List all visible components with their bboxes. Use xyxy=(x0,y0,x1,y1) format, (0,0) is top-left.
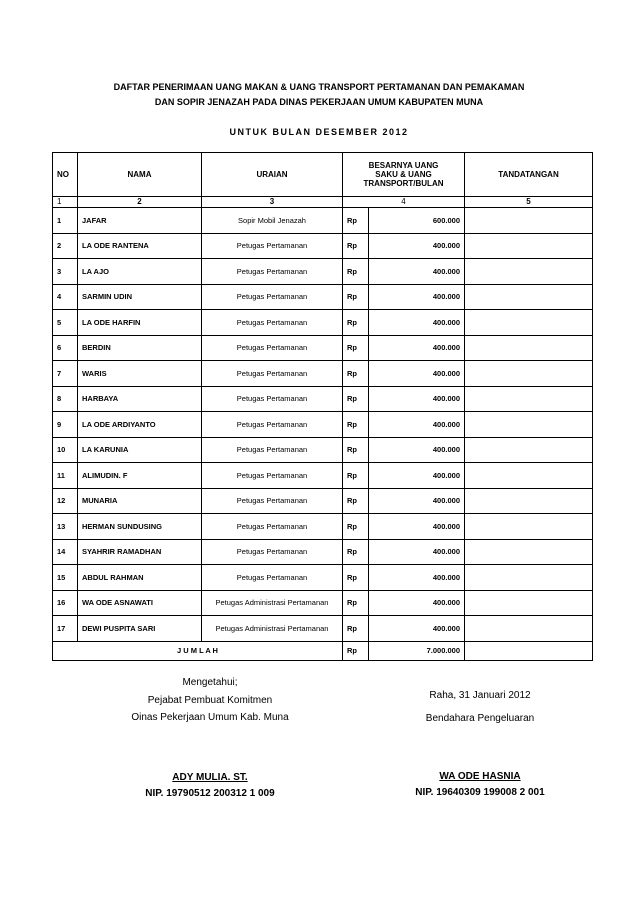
row-currency: Rp xyxy=(343,335,369,361)
row-number: 3 xyxy=(53,259,78,285)
row-currency: Rp xyxy=(343,539,369,565)
header-no: NO xyxy=(53,153,78,197)
row-number: 12 xyxy=(53,488,78,514)
row-description: Petugas Pertamanan xyxy=(202,565,343,591)
table-row xyxy=(53,310,593,336)
table-row xyxy=(53,616,593,642)
row-description: Petugas Pertamanan xyxy=(202,386,343,412)
row-description: Petugas Pertamanan xyxy=(202,514,343,540)
row-name: SARMIN UDIN xyxy=(78,284,202,310)
table-row xyxy=(53,259,593,285)
left-signatory-name: ADY MULIA. ST. xyxy=(172,772,248,783)
row-signature-cell xyxy=(465,437,593,463)
row-amount: 400.000 xyxy=(369,463,465,489)
row-description: Petugas Pertamanan xyxy=(202,437,343,463)
table-row xyxy=(53,284,593,310)
row-description: Petugas Administrasi Pertamanan xyxy=(202,590,343,616)
total-row xyxy=(53,641,593,660)
row-currency: Rp xyxy=(343,616,369,642)
header-nama: NAMA xyxy=(78,153,202,197)
row-name: MUNARIA xyxy=(78,488,202,514)
row-name: BERDIN xyxy=(78,335,202,361)
row-number: 14 xyxy=(53,539,78,565)
total-label: J U M L A H xyxy=(53,641,343,660)
row-number: 7 xyxy=(53,361,78,387)
row-signature-cell xyxy=(465,463,593,489)
row-currency: Rp xyxy=(343,386,369,412)
row-currency: Rp xyxy=(343,590,369,616)
document-title-line-2: DAN SOPIR JENAZAH PADA DINAS PEKERJAAN UMUM KABUPATEN MUNA xyxy=(154,97,484,107)
row-amount: 400.000 xyxy=(369,259,465,285)
row-description: Petugas Pertamanan xyxy=(202,284,343,310)
row-description: Petugas Pertamanan xyxy=(202,539,343,565)
row-number: 11 xyxy=(53,463,78,489)
right-signatory-name: WA ODE HASNIA xyxy=(439,771,521,782)
header-besarnya xyxy=(343,153,465,197)
table-row xyxy=(53,590,593,616)
row-name: JAFAR xyxy=(78,208,202,234)
row-amount: 400.000 xyxy=(369,488,465,514)
row-name: ABDUL RAHMAN xyxy=(78,565,202,591)
row-name: LA KARUNIA xyxy=(78,437,202,463)
row-currency: Rp xyxy=(343,488,369,514)
row-description: Petugas Pertamanan xyxy=(202,233,343,259)
row-amount: 600.000 xyxy=(369,208,465,234)
row-currency: Rp xyxy=(343,463,369,489)
column-number-1: 1 xyxy=(53,197,78,208)
left-sign-line-1: Mengetahui; xyxy=(182,677,238,688)
row-amount: 400.000 xyxy=(369,335,465,361)
table-row xyxy=(53,335,593,361)
row-name: ALIMUDIN. F xyxy=(78,463,202,489)
right-signatory-nip: NIP. 19640309 199008 2 001 xyxy=(415,787,545,798)
header-besarnya-line-1: BESARNYA UANG xyxy=(368,161,439,170)
row-currency: Rp xyxy=(343,284,369,310)
left-sign-line-2: Pejabat Pembuat Komitmen xyxy=(147,695,273,706)
row-amount: 400.000 xyxy=(369,437,465,463)
row-number: 5 xyxy=(53,310,78,336)
row-signature-cell xyxy=(465,539,593,565)
row-signature-cell xyxy=(465,335,593,361)
total-amount: 7.000.000 xyxy=(369,641,465,660)
table-row xyxy=(53,514,593,540)
table-row xyxy=(53,539,593,565)
row-name: LA ODE RANTENA xyxy=(78,233,202,259)
row-amount: 400.000 xyxy=(369,361,465,387)
row-currency: Rp xyxy=(343,361,369,387)
row-name: WA ODE ASNAWATI xyxy=(78,590,202,616)
row-signature-cell xyxy=(465,208,593,234)
left-sign-line-3: Oinas Pekerjaan Umum Kab. Muna xyxy=(131,712,289,723)
row-currency: Rp xyxy=(343,412,369,438)
row-signature-cell xyxy=(465,488,593,514)
row-signature-cell xyxy=(465,386,593,412)
row-name: LA AJO xyxy=(78,259,202,285)
row-name: LA ODE HARFIN xyxy=(78,310,202,336)
left-signatory-nip: NIP. 19790512 200312 1 009 xyxy=(145,788,275,799)
table-row xyxy=(53,463,593,489)
row-description: Petugas Administrasi Pertamanan xyxy=(202,616,343,642)
table-row xyxy=(53,233,593,259)
row-amount: 400.000 xyxy=(369,284,465,310)
header-tandatangan: TANDATANGAN xyxy=(465,153,593,197)
row-currency: Rp xyxy=(343,514,369,540)
row-amount: 400.000 xyxy=(369,514,465,540)
total-signature-cell xyxy=(465,641,593,660)
row-amount: 400.000 xyxy=(369,310,465,336)
header-uraian: URAIAN xyxy=(202,153,343,197)
table-row xyxy=(53,488,593,514)
row-name: HARBAYA xyxy=(78,386,202,412)
row-number: 16 xyxy=(53,590,78,616)
table-row xyxy=(53,565,593,591)
row-number: 2 xyxy=(53,233,78,259)
row-description: Sopir Mobil Jenazah xyxy=(202,208,343,234)
row-name: SYAHRIR RAMADHAN xyxy=(78,539,202,565)
row-number: 13 xyxy=(53,514,78,540)
row-amount: 400.000 xyxy=(369,412,465,438)
row-amount: 400.000 xyxy=(369,539,465,565)
row-number: 17 xyxy=(53,616,78,642)
row-description: Petugas Pertamanan xyxy=(202,259,343,285)
row-number: 8 xyxy=(53,386,78,412)
header-besarnya-line-3: TRANSPORT/BULAN xyxy=(363,179,444,188)
row-description: Petugas Pertamanan xyxy=(202,310,343,336)
row-signature-cell xyxy=(465,361,593,387)
row-currency: Rp xyxy=(343,310,369,336)
column-number-5: 5 xyxy=(465,197,593,208)
row-description: Petugas Pertamanan xyxy=(202,412,343,438)
row-number: 9 xyxy=(53,412,78,438)
row-signature-cell xyxy=(465,590,593,616)
row-signature-cell xyxy=(465,310,593,336)
row-number: 10 xyxy=(53,437,78,463)
row-name: WARIS xyxy=(78,361,202,387)
row-number: 6 xyxy=(53,335,78,361)
row-number: 15 xyxy=(53,565,78,591)
table-row xyxy=(53,412,593,438)
row-currency: Rp xyxy=(343,208,369,234)
column-number-2: 2 xyxy=(78,197,202,208)
payment-table xyxy=(52,152,593,661)
column-number-4: 4 xyxy=(343,197,465,208)
header-row xyxy=(53,153,593,197)
total-currency: Rp xyxy=(343,641,369,660)
row-name: DEWI PUSPITA SARI xyxy=(78,616,202,642)
table-row xyxy=(53,361,593,387)
row-name: LA ODE ARDIYANTO xyxy=(78,412,202,438)
column-number-3: 3 xyxy=(202,197,343,208)
row-amount: 400.000 xyxy=(369,590,465,616)
row-amount: 400.000 xyxy=(369,233,465,259)
column-number-row xyxy=(53,197,593,208)
table-row xyxy=(53,208,593,234)
row-signature-cell xyxy=(465,412,593,438)
row-signature-cell xyxy=(465,284,593,310)
row-currency: Rp xyxy=(343,565,369,591)
row-signature-cell xyxy=(465,233,593,259)
row-amount: 400.000 xyxy=(369,616,465,642)
row-signature-cell xyxy=(465,616,593,642)
row-number: 4 xyxy=(53,284,78,310)
row-amount: 400.000 xyxy=(369,386,465,412)
row-signature-cell xyxy=(465,259,593,285)
row-description: Petugas Pertamanan xyxy=(202,335,343,361)
document-subtitle: UNTUK BULAN DESEMBER 2012 xyxy=(229,127,409,137)
right-sign-line-1: Raha, 31 Januari 2012 xyxy=(429,690,531,701)
row-amount: 400.000 xyxy=(369,565,465,591)
row-description: Petugas Pertamanan xyxy=(202,463,343,489)
row-description: Petugas Pertamanan xyxy=(202,488,343,514)
right-sign-line-2: Bendahara Pengeluaran xyxy=(425,713,535,724)
row-description: Petugas Pertamanan xyxy=(202,361,343,387)
table-row xyxy=(53,437,593,463)
document-title-line-1: DAFTAR PENERIMAAN UANG MAKAN & UANG TRANSPORT PERTAMANAN DAN PEMAKAMAN xyxy=(113,82,525,92)
row-currency: Rp xyxy=(343,233,369,259)
row-number: 1 xyxy=(53,208,78,234)
row-signature-cell xyxy=(465,565,593,591)
row-currency: Rp xyxy=(343,437,369,463)
header-besarnya-line-2: SAKU & UANG xyxy=(375,170,432,179)
row-currency: Rp xyxy=(343,259,369,285)
row-signature-cell xyxy=(465,514,593,540)
row-name: HERMAN SUNDUSING xyxy=(78,514,202,540)
table-row xyxy=(53,386,593,412)
